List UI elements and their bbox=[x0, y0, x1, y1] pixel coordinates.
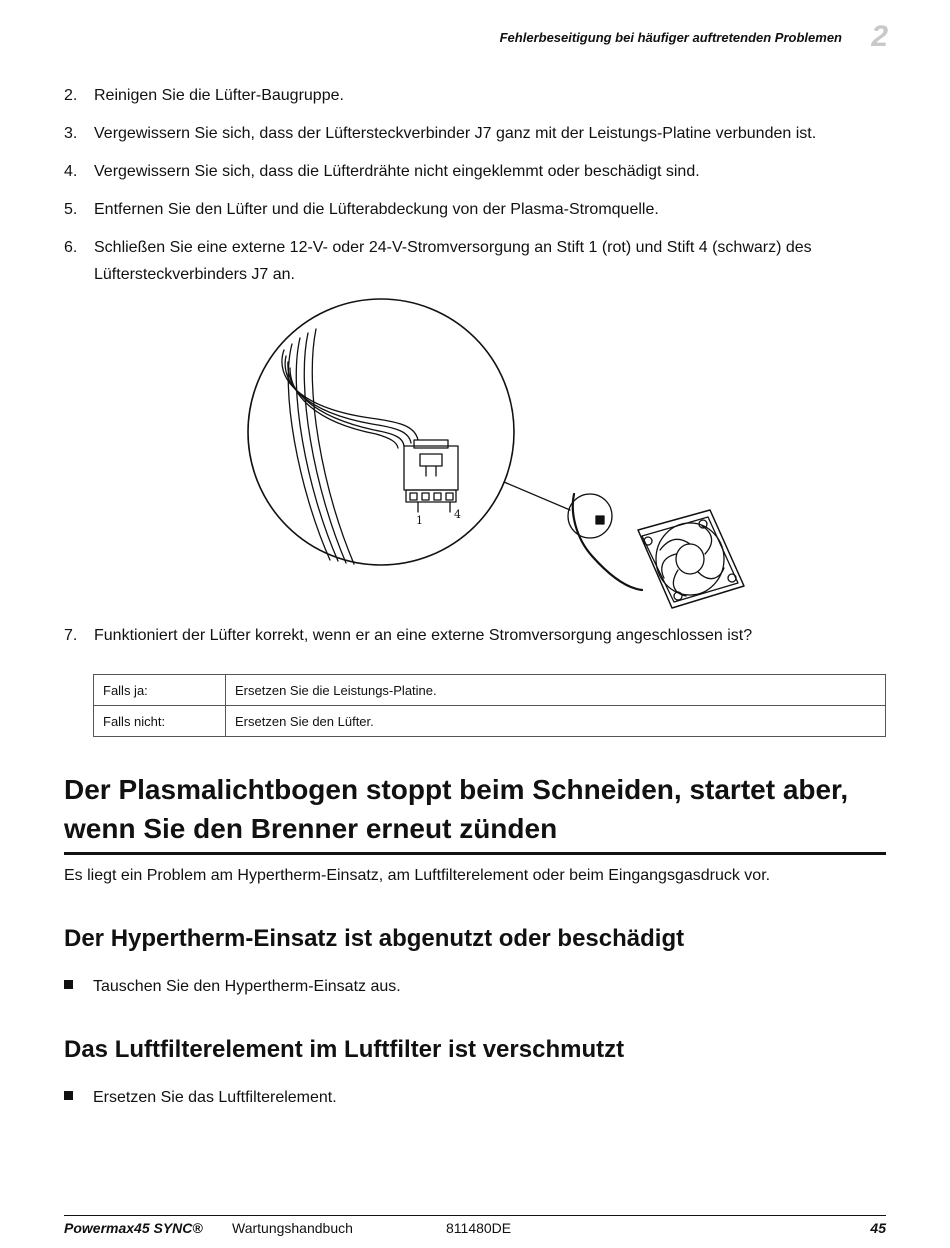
condition-cell: Falls ja: bbox=[94, 675, 226, 706]
fan-cable bbox=[573, 494, 642, 590]
cooling-fan-drawing bbox=[638, 510, 744, 608]
footer-doc-number: 811480DE bbox=[446, 1220, 512, 1236]
bullet-item bbox=[64, 975, 401, 999]
step-item bbox=[64, 234, 886, 288]
chapter-number: 2 bbox=[871, 20, 888, 53]
subsection-heading: Das Luftfilterelement im Luftfilter ist verschmutzt bbox=[64, 1036, 625, 1063]
step-text: Vergewissern Sie sich, dass die Lüfterdrähte nicht eingeklemmt oder beschädigt sind. bbox=[94, 163, 700, 180]
decision-table bbox=[93, 674, 886, 737]
footer-product: Powermax45 SYNC® bbox=[64, 1220, 203, 1236]
step-item bbox=[64, 196, 886, 223]
procedure-steps bbox=[64, 82, 886, 299]
section-intro: Es liegt ein Problem am Hypertherm-Einsatz, am Luftfilterelement oder beim Eingangsgasdruck vor. bbox=[64, 867, 771, 884]
step-text: Vergewissern Sie sich, dass der Lüftersteckverbinder J7 ganz mit der Leistungs-Platine verbunden ist. bbox=[94, 125, 817, 142]
procedure-step-7 bbox=[64, 622, 886, 649]
bullet-square-icon bbox=[64, 1091, 73, 1100]
footer-divider bbox=[64, 1215, 886, 1216]
section-heading: Der Plasmalichtbogen stoppt beim Schneiden, startet aber, wenn Sie den Brenner erneut zünden bbox=[64, 770, 886, 855]
step-item bbox=[64, 120, 886, 147]
step-text: Entfernen Sie den Lüfter und die Lüfterabdeckung von der Plasma-Stromquelle. bbox=[94, 201, 659, 218]
pin-label-1: 1 bbox=[416, 514, 423, 527]
table-row bbox=[94, 675, 886, 706]
step-text: Funktioniert der Lüfter korrekt, wenn er an eine externe Stromversorgung angeschlossen ist? bbox=[94, 627, 753, 644]
step-text: Reinigen Sie die Lüfter-Baugruppe. bbox=[94, 87, 344, 104]
action-cell: Ersetzen Sie den Lüfter. bbox=[226, 706, 886, 737]
table-row bbox=[94, 706, 886, 737]
step-number: 4. bbox=[64, 163, 78, 180]
detail-leader-line bbox=[504, 482, 570, 510]
step-item bbox=[64, 622, 886, 649]
subsection-heading: Der Hypertherm-Einsatz ist abgenutzt oder beschädigt bbox=[64, 925, 685, 952]
condition-cell: Falls nicht: bbox=[94, 706, 226, 737]
bullet-square-icon bbox=[64, 980, 73, 989]
footer-manual-title: Wartungshandbuch bbox=[232, 1220, 353, 1236]
step-number: 3. bbox=[64, 125, 78, 142]
step-text: Schließen Sie eine externe 12-V- oder 24-V-Stromversorgung an Stift 1 (rot) und Stift 4 (schwarz) des Lüftersteckverbinders J7 an. bbox=[94, 239, 812, 283]
step-number: 6. bbox=[64, 239, 78, 256]
step-number: 7. bbox=[64, 627, 78, 644]
bullet-item bbox=[64, 1086, 337, 1110]
footer-page-number: 45 bbox=[870, 1220, 886, 1236]
pin-label-4: 4 bbox=[454, 508, 461, 521]
step-item bbox=[64, 82, 886, 109]
chapter-header-title: Fehlerbeseitigung bei häufiger auftretenden Problemen bbox=[499, 30, 842, 45]
step-number: 5. bbox=[64, 201, 78, 218]
action-cell: Ersetzen Sie die Leistungs-Platine. bbox=[226, 675, 886, 706]
step-number: 2. bbox=[64, 87, 78, 104]
bullet-text: Ersetzen Sie das Luftfilterelement. bbox=[93, 1089, 337, 1106]
connector-j7-detail bbox=[404, 440, 458, 512]
step-item bbox=[64, 158, 886, 185]
bullet-text: Tauschen Sie den Hypertherm-Einsatz aus. bbox=[93, 978, 401, 995]
fan-connector-illustration bbox=[240, 298, 770, 616]
fan-wires-detail bbox=[282, 329, 418, 564]
